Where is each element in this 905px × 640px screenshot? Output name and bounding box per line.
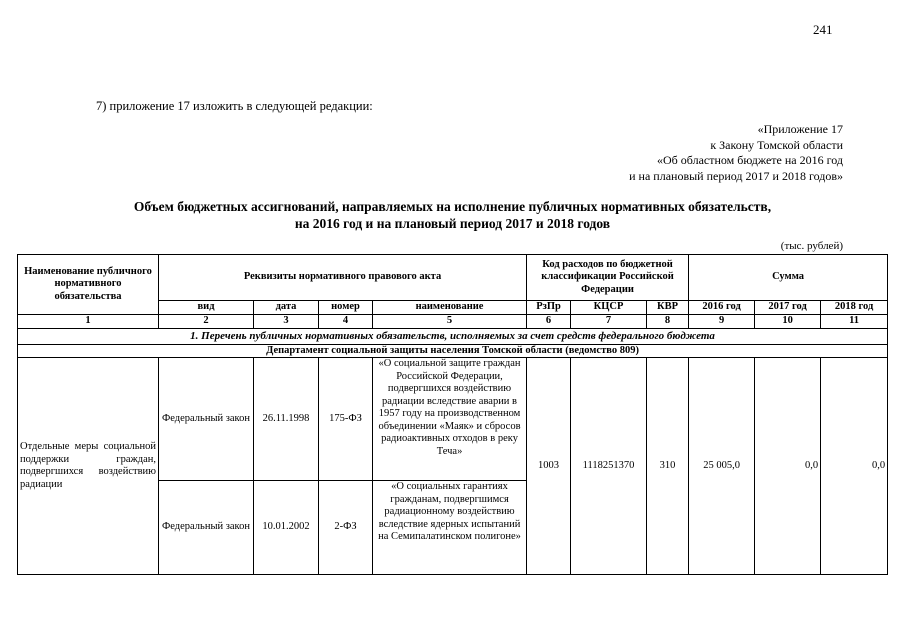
act-number: 175-ФЗ xyxy=(319,358,373,481)
column-number: 4 xyxy=(319,315,373,329)
header-name: наименование xyxy=(373,301,527,315)
act-number: 2-ФЗ xyxy=(319,481,373,575)
column-number: 3 xyxy=(254,315,319,329)
column-numbers-row xyxy=(18,315,888,329)
header-row xyxy=(18,255,888,301)
title-line: Объем бюджетных ассигнований, направляемых на исполнение публичных нормативных обязательств, xyxy=(133,199,772,214)
title-line: на 2016 год и на плановый период 2017 и 2018 годов xyxy=(294,216,611,231)
appendix-line: к Закону Томской области xyxy=(710,137,843,152)
section-title: 1. Перечень публичных нормативных обязательств, исполняемых за счет средств федерального бюджета xyxy=(18,328,888,344)
column-number: 1 xyxy=(18,315,159,329)
header-number: номер xyxy=(319,301,373,315)
header-kcsr: КЦСР xyxy=(571,301,647,315)
page-number: 241 xyxy=(813,22,833,37)
kvr-cell: 310 xyxy=(647,358,689,575)
act-type: Федеральный закон xyxy=(159,481,254,575)
sum-2018-cell: 0,0 xyxy=(821,358,888,575)
header-sum: Сумма xyxy=(689,255,888,301)
column-number: 9 xyxy=(689,315,755,329)
header-2018: 2018 год xyxy=(821,301,888,315)
sum-2017-cell: 0,0 xyxy=(755,358,821,575)
column-number: 7 xyxy=(571,315,647,329)
header-obligation: Наименование публичного нормативного обязательства xyxy=(18,255,159,315)
header-type: вид xyxy=(159,301,254,315)
header-2017: 2017 год xyxy=(755,301,821,315)
intro-text: 7) приложение 17 изложить в следующей редакции: xyxy=(96,99,373,113)
appendix-line: «Об областном бюджете на 2016 год xyxy=(657,153,843,167)
rzpr-cell: 1003 xyxy=(527,358,571,575)
table-row xyxy=(18,358,888,481)
act-name: «О социальной защите граждан Российской Федерации, подвергшихся воздействию радиации вследствие аварии в 1957 году на производственном объединении «Маяк» и сбросов радиоактивных отходов в реку Теча» xyxy=(373,358,527,481)
act-name: «О социальных гарантиях гражданам, подвергшимся радиационному воздействию вследствие ядерных испытаний на Семипалатинском полигоне» xyxy=(373,481,527,575)
section-row xyxy=(18,328,888,344)
appendix-reference xyxy=(629,122,843,184)
column-number: 11 xyxy=(821,315,888,329)
column-number: 2 xyxy=(159,315,254,329)
column-number: 10 xyxy=(755,315,821,329)
obligations-table xyxy=(17,254,888,575)
act-type: Федеральный закон xyxy=(159,358,254,481)
document-title xyxy=(0,198,905,232)
appendix-line: «Приложение 17 xyxy=(757,122,843,136)
header-rzpr: РзПр xyxy=(527,301,571,315)
sum-2016-cell: 25 005,0 xyxy=(689,358,755,575)
header-act-details: Реквизиты нормативного правового акта xyxy=(159,255,527,301)
act-date: 10.01.2002 xyxy=(254,481,319,575)
department-row xyxy=(18,344,888,358)
obligation-name: Отдельные меры социальной поддержки граждан, подвергшихся воздействию радиации xyxy=(18,358,159,575)
units-note: (тыс. рублей) xyxy=(780,240,843,252)
header-date: дата xyxy=(254,301,319,315)
header-budget-code: Код расходов по бюджетной классификации Российской Федерации xyxy=(527,255,689,301)
column-number: 8 xyxy=(647,315,689,329)
column-number: 6 xyxy=(527,315,571,329)
department-title: Департамент социальной защиты населения Томской области (ведомство 809) xyxy=(18,344,888,358)
column-number: 5 xyxy=(373,315,527,329)
appendix-line: и на плановый период 2017 и 2018 годов» xyxy=(629,168,843,183)
act-date: 26.11.1998 xyxy=(254,358,319,481)
header-kvr: КВР xyxy=(647,301,689,315)
header-2016: 2016 год xyxy=(689,301,755,315)
kcsr-cell: 1118251370 xyxy=(571,358,647,575)
